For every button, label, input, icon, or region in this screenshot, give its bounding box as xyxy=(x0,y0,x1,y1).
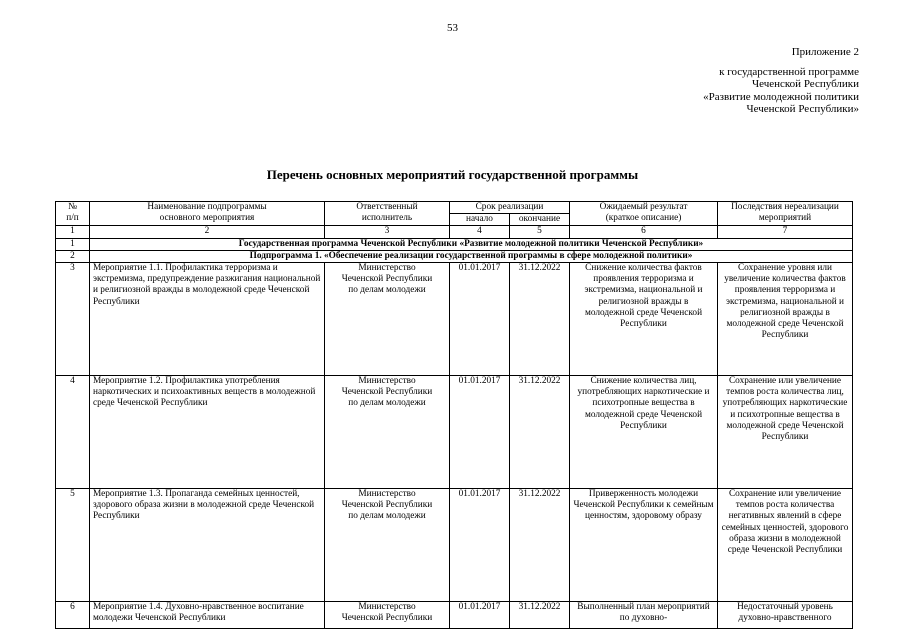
document-title: Перечень основных мероприятий государственной программы xyxy=(266,167,639,182)
column-number: 4 xyxy=(450,226,510,238)
column-number: 3 xyxy=(325,226,450,238)
header-consequences: Последствия нереализации мероприятий xyxy=(718,202,853,226)
table-row xyxy=(56,489,853,602)
column-number: 5 xyxy=(510,226,570,238)
end-date: 31.12.2022 xyxy=(510,489,570,602)
table-row xyxy=(56,602,853,629)
start-date: 01.01.2017 xyxy=(450,263,510,376)
header-start: начало xyxy=(450,214,510,226)
row-num: 6 xyxy=(56,602,90,629)
executor: Министерство Чеченской Республики по делам молодежи xyxy=(325,376,450,489)
measure-name: Мероприятие 1.1. Профилактика терроризма и экстремизма, предупреждение разжигания национальной и религиозной вражды в молодежной среде Чеченской Республики xyxy=(90,263,325,376)
end-date: 31.12.2022 xyxy=(510,263,570,376)
section-row-subprogram xyxy=(56,250,853,262)
column-number: 1 xyxy=(56,226,90,238)
table-row xyxy=(56,263,853,376)
measure-name: Мероприятие 1.4. Духовно-нравственное воспитание молодежи Чеченской Республики xyxy=(90,602,325,629)
header-num: № п/п xyxy=(56,202,90,226)
column-number: 2 xyxy=(90,226,325,238)
consequences: Сохранение уровня или увеличение количества фактов проявления терроризма и экстремизма, национальной и религиозной вражды в молодежной среде Чеченской Республики xyxy=(718,263,853,376)
header-end: окончание xyxy=(510,214,570,226)
expected-result: Снижение количества фактов проявления терроризма и экстремизма, национальной и религиозной вражды в молодежной среде Чеченской Республики xyxy=(570,263,718,376)
table-header-row xyxy=(56,202,853,214)
section-title: Подпрограмма 1. «Обеспечение реализации государственной программы в сфере молодежной политики» xyxy=(90,250,853,262)
executor: Министерство Чеченской Республики xyxy=(325,602,450,629)
appendix-line: Чеченской Республики xyxy=(751,78,859,90)
appendix-line: «Развитие молодежной политики xyxy=(703,90,859,103)
column-number: 6 xyxy=(570,226,718,238)
column-number-row xyxy=(56,226,853,238)
section-title: Государственная программа Чеченской Республики «Развитие молодежной политики Чеченской Республики» xyxy=(90,238,853,250)
start-date: 01.01.2017 xyxy=(450,602,510,629)
header-executor: Ответственный исполнитель xyxy=(325,202,450,226)
table-row xyxy=(56,376,853,489)
header-period: Срок реализации xyxy=(450,202,570,214)
expected-result: Снижение количества лиц, употребляющих наркотические и психотропные вещества в молодежной среде Чеченской Республики xyxy=(570,376,718,489)
appendix-line: к государственной программе xyxy=(719,65,859,78)
measure-name: Мероприятие 1.2. Профилактика употребления наркотических и психоактивных веществ в молодежной среде Чеченской Республики xyxy=(90,376,325,489)
executor: Министерство Чеченской Республики по делам молодежи xyxy=(325,263,450,376)
expected-result: Выполненный план мероприятий по духовно- xyxy=(570,602,718,629)
row-num: 4 xyxy=(56,376,90,489)
header-result: Ожидаемый результат (краткое описание) xyxy=(570,202,718,226)
appendix-title: Приложение 2 xyxy=(791,46,859,58)
consequences: Сохранение или увеличение темпов роста количества лиц, употребляющих наркотические и психотропные вещества в молодежной среде Чеченской Республики xyxy=(718,376,853,489)
measure-name: Мероприятие 1.3. Пропаганда семейных ценностей, здорового образа жизни в молодежной среде Чеченской Республики xyxy=(90,489,325,602)
start-date: 01.01.2017 xyxy=(450,489,510,602)
end-date: 31.12.2022 xyxy=(510,602,570,629)
consequences: Сохранение или увеличение темпов роста количества негативных явлений в сфере семейных ценностей, здорового образа жизни в молодежной среде Чеченской Республики xyxy=(718,489,853,602)
end-date: 31.12.2022 xyxy=(510,376,570,489)
section-row-program xyxy=(56,238,853,250)
page-number: 53 xyxy=(447,22,458,34)
measures-table xyxy=(55,201,853,629)
row-num: 5 xyxy=(56,489,90,602)
row-num: 3 xyxy=(56,263,90,376)
expected-result: Приверженность молодежи Чеченской Республики к семейным ценностям, здоровому образу xyxy=(570,489,718,602)
appendix-line: Чеченской Республики» xyxy=(746,103,859,115)
header-name: Наименование подпрограммы основного мероприятия xyxy=(90,202,325,226)
column-number: 7 xyxy=(718,226,853,238)
executor: Министерство Чеченской Республики по делам молодежи xyxy=(325,489,450,602)
consequences: Недостаточный уровень духовно-нравственного xyxy=(718,602,853,629)
row-num: 2 xyxy=(56,250,90,262)
row-num: 1 xyxy=(56,238,90,250)
start-date: 01.01.2017 xyxy=(450,376,510,489)
appendix-block xyxy=(703,46,859,116)
